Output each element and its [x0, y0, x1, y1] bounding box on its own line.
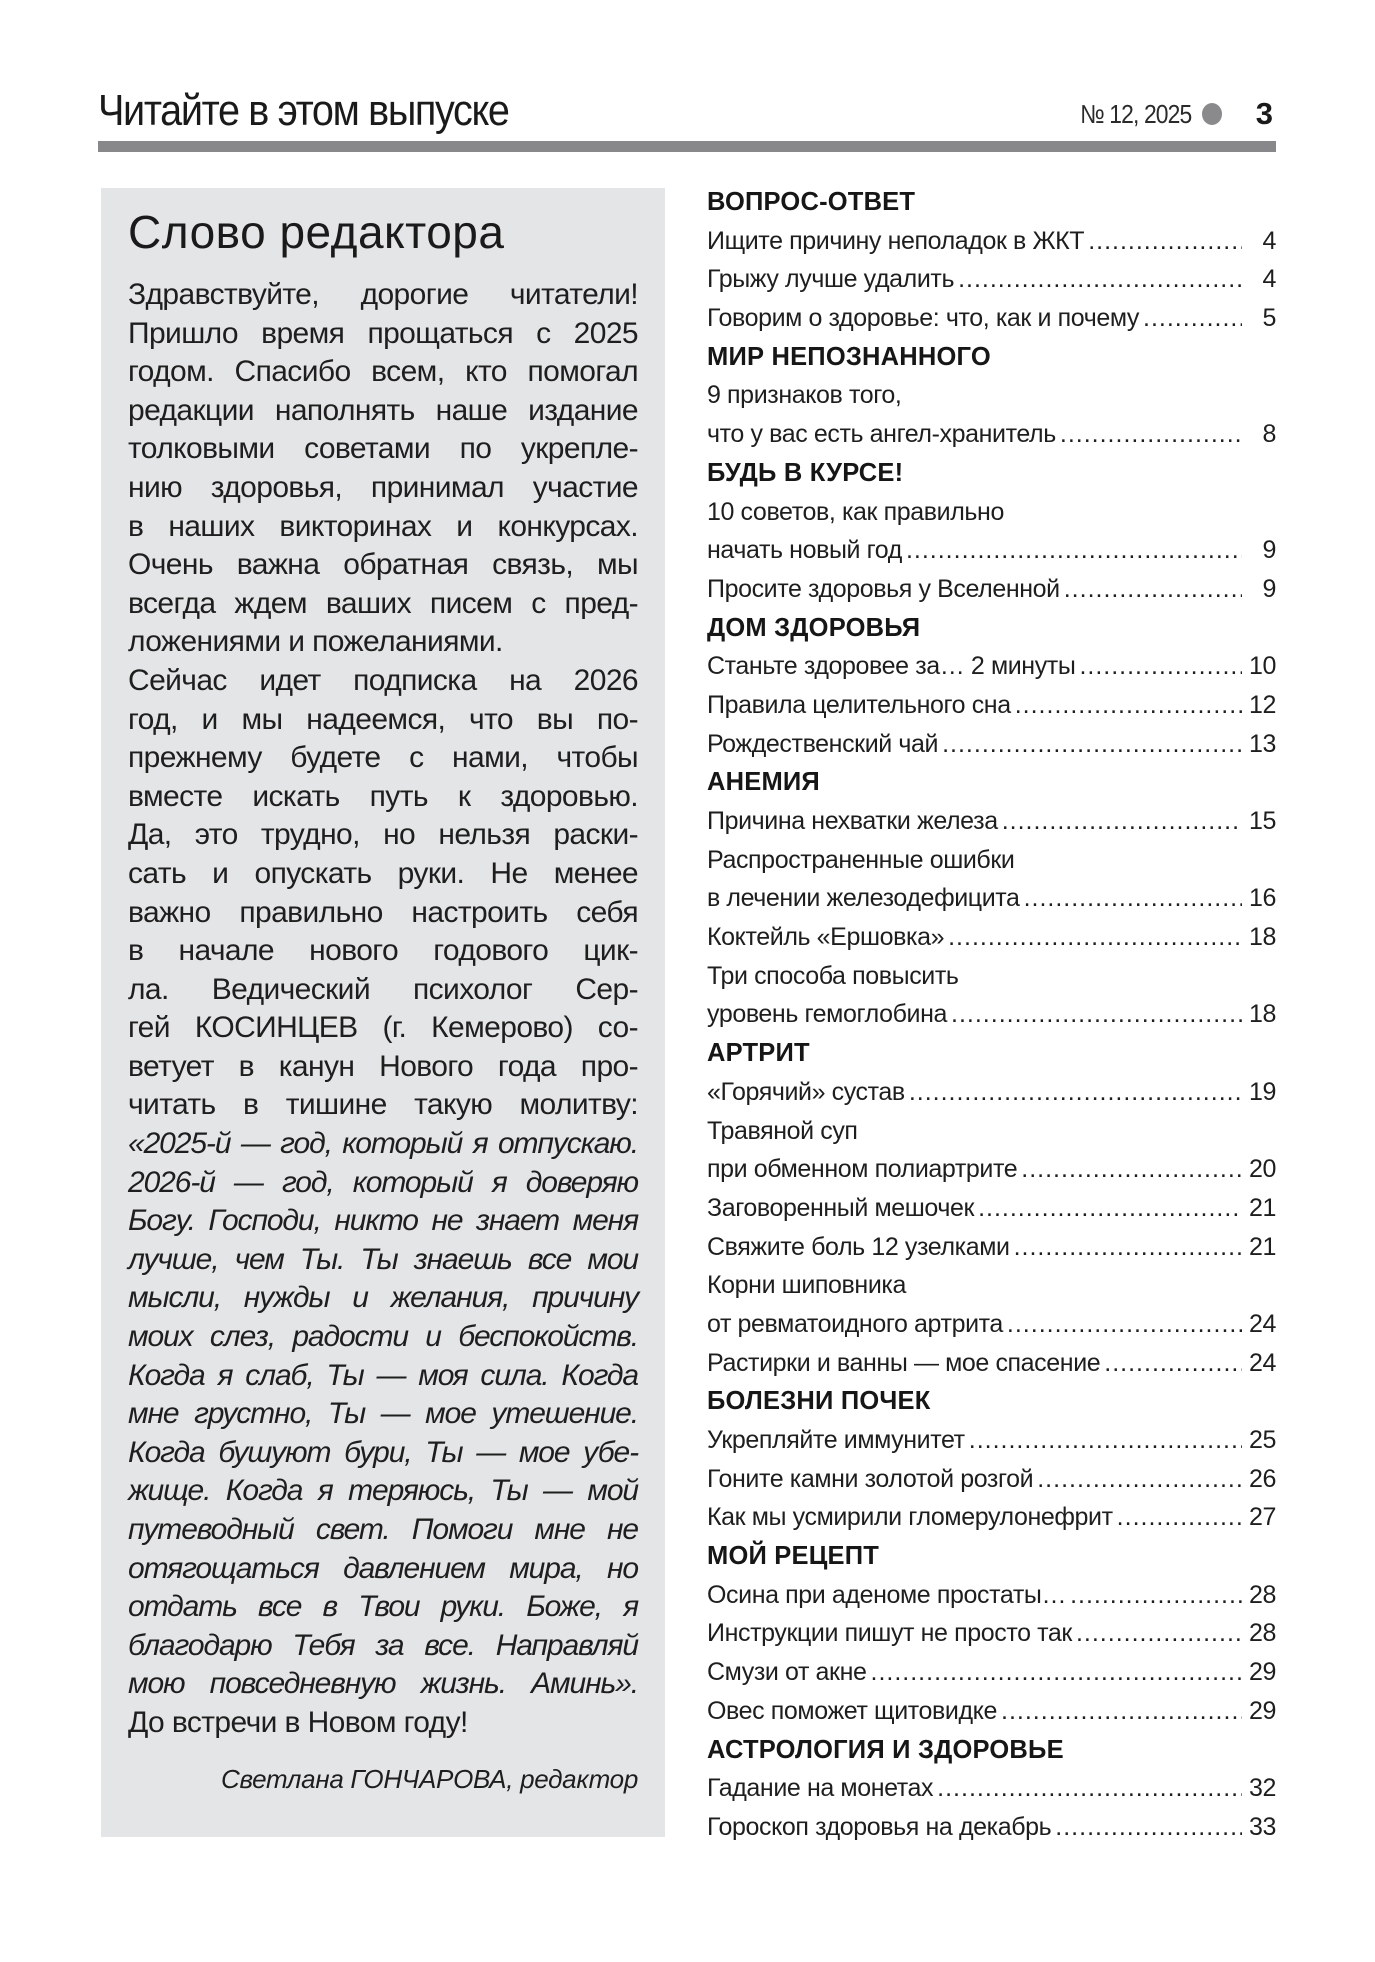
letter-line: 2026-й — год, который я доверяю	[128, 1165, 638, 1199]
letter-line: Когда я слаб, Ты — моя сила. Когда	[128, 1358, 638, 1392]
toc-page-number: 25	[1248, 1426, 1276, 1454]
editor-title: Слово редактора	[128, 206, 505, 258]
letter-line: в наших викторинах и конкурсах.	[128, 509, 638, 543]
toc-page-number: 26	[1248, 1464, 1276, 1493]
letter-line: моих слез, радости и беспокойств.	[128, 1320, 638, 1354]
toc-section-heading: АНЕМИЯ	[707, 768, 820, 797]
toc-section-heading: МОЙ РЕЦЕПТ	[707, 1542, 880, 1571]
dot-leader	[1070, 1576, 1242, 1615]
toc-page-number: 21	[1248, 1193, 1276, 1222]
toc-entry-title: Травяной суп	[707, 1116, 858, 1145]
dot-leader	[1076, 1614, 1242, 1653]
toc-entry-title: Просите здоровья у Вселенной	[707, 574, 1060, 603]
toc-page-number: 18	[1248, 923, 1276, 952]
toc-entry[interactable]	[707, 260, 1276, 299]
toc-entry-title: Растирки и ванны — мое спасение	[707, 1348, 1101, 1377]
toc-entry[interactable]	[707, 802, 1276, 841]
toc-page-number: 16	[1248, 884, 1276, 913]
toc-entry[interactable]	[707, 415, 1276, 454]
toc-entry-first-line[interactable]	[707, 957, 1276, 996]
toc-section-heading: БУДЬ В КУРСЕ!	[707, 458, 904, 487]
dot-leader	[1002, 802, 1242, 841]
toc-section-heading: МИР НЕПОЗНАННОГО	[707, 342, 991, 371]
toc-entry[interactable]	[707, 1769, 1276, 1808]
toc-entry-first-line[interactable]	[707, 841, 1276, 880]
letter-line: мою повседневную жизнь. Аминь».	[128, 1667, 638, 1701]
toc-page-number: 20	[1248, 1155, 1276, 1184]
toc-entry[interactable]	[707, 1460, 1276, 1499]
letter-line: Сейчас идет подписка на 2026	[128, 663, 638, 697]
letter-line: ложениями и пожеланиями.	[128, 625, 503, 659]
toc-page-number: 33	[1248, 1812, 1276, 1841]
toc-entry-title: Причина нехватки железа	[707, 807, 998, 835]
toc-section-heading: БОЛЕЗНИ ПОЧЕК	[707, 1387, 931, 1416]
toc-page-number: 24	[1248, 1348, 1276, 1377]
letter-line: в начале нового годового цик-	[128, 934, 638, 968]
letter-line: Когда бушуют бури, Ты — мое убе-	[128, 1435, 638, 1469]
toc-entry-title: Инструкции пишут не просто так	[707, 1619, 1072, 1648]
toc-entry-title: Рождественский чай	[707, 729, 939, 758]
letter-line: сать и опускать руки. Не менее	[128, 856, 638, 890]
toc-entry-title: Станьте здоровее за… 2 минуты	[707, 652, 1076, 681]
toc-entry-first-line[interactable]	[707, 1266, 1276, 1305]
toc-entry-title: Свяжите боль 12 узелками	[707, 1232, 1010, 1261]
dot-leader	[909, 1073, 1242, 1112]
toc-entry-title: Три способа повысить	[707, 961, 959, 990]
letter-line: ветует в канун Нового года про-	[128, 1049, 638, 1083]
table-of-contents	[707, 183, 1276, 1847]
letter-line: толковыми советами по укрепле-	[128, 432, 638, 466]
toc-page-number: 32	[1248, 1774, 1276, 1803]
toc-entry-title: Коктейль «Ершовка»	[707, 923, 945, 952]
dot-leader	[1088, 222, 1242, 261]
toc-entry-title: Правила целительного сна	[707, 690, 1011, 719]
dot-leader	[1021, 1150, 1242, 1189]
toc-entry-first-line[interactable]	[707, 376, 1276, 415]
dot-leader	[951, 995, 1242, 1034]
letter-line: Здравствуйте, дорогие читатели!	[128, 278, 638, 311]
toc-entry-title: Как мы усмирили гломерулонефрит	[707, 1503, 1113, 1532]
dot-leader	[978, 1189, 1242, 1228]
toc-entry-title: Говорим о здоровье: что, как и почему	[707, 304, 1140, 333]
letter-line: нию здоровья, принимал участие	[128, 470, 638, 504]
toc-entry[interactable]	[707, 647, 1276, 686]
letter-line: Богу. Господи, никто не знает меня	[128, 1204, 638, 1238]
toc-entry-title: Укрепляйте иммунитет	[707, 1426, 965, 1454]
dot-leader	[937, 1769, 1242, 1808]
toc-entry-title: Заговоренный мешочек	[707, 1193, 975, 1222]
toc-entry-title: Гоните камни золотой розгой	[707, 1464, 1034, 1493]
dot-leader	[1143, 299, 1242, 338]
toc-page-number: 5	[1262, 304, 1276, 333]
toc-entry-title: что у вас есть ангел-хранитель	[707, 420, 1056, 449]
toc-page-number: 27	[1248, 1503, 1276, 1532]
toc-entry-title: Ищите причину неполадок в ЖКТ	[707, 226, 1085, 255]
issue-info	[1065, 94, 1273, 134]
issue-number: № 12, 2025	[1080, 98, 1192, 129]
letter-line: вместе искать путь к здоровью.	[128, 779, 638, 813]
dot-leader	[1015, 686, 1242, 725]
dot-leader	[1079, 647, 1242, 686]
letter-line: год, и мы надеемся, что вы по-	[128, 702, 638, 736]
toc-page-number: 10	[1248, 652, 1276, 681]
toc-entry-title: при обменном полиартрите	[707, 1155, 1018, 1184]
toc-entry-title: «Горячий» сустав	[707, 1077, 905, 1106]
dot-leader	[1104, 1344, 1242, 1383]
letter-line: «2025-й — год, который я отпускаю.	[128, 1127, 638, 1161]
letter-line: Да, это трудно, но нельзя раски-	[128, 818, 638, 852]
dot-leader	[1007, 1305, 1242, 1344]
letter-line: редакции наполнять наше издание	[128, 393, 638, 427]
letter-line: отдать все в Твои руки. Боже, я	[128, 1590, 638, 1624]
toc-entry[interactable]	[707, 879, 1276, 918]
toc-entry-first-line[interactable]	[707, 493, 1276, 532]
dot-leader	[1037, 1460, 1242, 1499]
toc-entry-title: уровень гемоглобина	[707, 1000, 948, 1029]
letter-line: прежнему будете с нами, чтобы	[128, 741, 638, 775]
toc-entry[interactable]	[707, 222, 1276, 261]
editor-column	[101, 188, 665, 1837]
toc-entry[interactable]	[707, 1692, 1276, 1731]
toc-page-number: 28	[1248, 1580, 1276, 1609]
toc-page-number: 29	[1248, 1658, 1276, 1687]
toc-entry-title: Грыжу лучше удалить	[707, 265, 955, 294]
toc-page-number: 15	[1248, 807, 1276, 835]
letter-line: ла. Ведический психолог Сер-	[128, 972, 638, 1006]
toc-page-number: 19	[1248, 1077, 1276, 1106]
dot-leader	[1055, 1808, 1242, 1847]
letter-line: Очень важна обратная связь, мы	[128, 548, 638, 582]
letter-line: благодарю Тебя за все. Направляй	[128, 1628, 638, 1662]
toc-page-number: 9	[1262, 536, 1276, 565]
toc-page-number: 28	[1248, 1619, 1276, 1648]
header-rule	[98, 141, 1276, 152]
dot-leader	[1001, 1692, 1242, 1731]
toc-page-number: 18	[1248, 1000, 1276, 1029]
toc-section-heading: ДОМ ЗДОРОВЬЯ	[707, 613, 921, 642]
dot-leader	[871, 1653, 1243, 1692]
toc-page-number: 4	[1262, 265, 1276, 294]
toc-entry[interactable]	[707, 1344, 1276, 1383]
toc-entry[interactable]	[707, 1498, 1276, 1537]
toc-entry[interactable]	[707, 1576, 1276, 1615]
letter-line: жище. Когда я теряюсь, Ты — мой	[128, 1474, 638, 1508]
toc-entry-title: Осина при аденоме простаты…	[707, 1580, 1067, 1609]
toc-page-number: 9	[1262, 574, 1276, 603]
letter-line: Пришло время прощаться с 2025	[128, 316, 638, 350]
toc-entry-first-line[interactable]	[707, 1112, 1276, 1151]
editor-signature: Светлана ГОНЧАРОВА, редактор	[220, 1764, 638, 1794]
dot-leader	[948, 918, 1242, 957]
letter-line: всегда ждем ваших писем с пред-	[128, 586, 638, 620]
toc-entry-title: Гороскоп здоровья на декабрь	[707, 1812, 1052, 1841]
editor-letter	[128, 276, 638, 1743]
toc-entry-title: 9 признаков того,	[707, 381, 902, 410]
letter-line: гей КОСИНЦЕВ (г. Кемерово) со-	[128, 1011, 638, 1045]
toc-page-number: 12	[1248, 690, 1276, 719]
toc-entry[interactable]	[707, 1189, 1276, 1228]
toc-entry-title: Распространенные ошибки	[707, 845, 1015, 874]
toc-entry[interactable]	[707, 1808, 1276, 1847]
bullet-dot-icon	[1202, 103, 1222, 125]
toc-page-number: 29	[1248, 1696, 1276, 1725]
toc-entry-title: Гадание на монетах	[707, 1774, 934, 1803]
dot-leader	[1014, 1228, 1242, 1267]
toc-entry[interactable]	[707, 1653, 1276, 1692]
toc-page-number: 13	[1248, 729, 1276, 758]
toc-entry[interactable]	[707, 1614, 1276, 1653]
letter-line: отягощаться давлением мира, но	[128, 1551, 638, 1585]
letter-line: мне грустно, Ты — мое утешение.	[128, 1397, 638, 1431]
toc-entry-title: Овес поможет щитовидке	[707, 1696, 998, 1725]
dot-leader	[1060, 415, 1242, 454]
toc-entry[interactable]	[707, 570, 1276, 609]
toc-entry-title: в лечении железодефицита	[707, 884, 1020, 913]
letter-line: годом. Спасибо всем, кто помогал	[128, 355, 638, 389]
toc-page-number: 4	[1262, 226, 1276, 255]
letter-line: мысли, нужды и желания, причину	[128, 1281, 638, 1315]
dot-leader	[906, 531, 1242, 570]
toc-entry-title: 10 советов, как правильно	[707, 497, 1004, 526]
toc-entry[interactable]	[707, 1305, 1276, 1344]
toc-entry-title: Корни шиповника	[707, 1271, 906, 1300]
letter-line: важно правильно настроить себя	[128, 895, 638, 929]
toc-entry[interactable]	[707, 531, 1276, 570]
page-number: 3	[1255, 96, 1273, 131]
toc-entry[interactable]	[707, 1073, 1276, 1112]
dot-leader	[969, 1421, 1242, 1460]
toc-entry[interactable]	[707, 299, 1276, 338]
dot-leader	[958, 260, 1242, 299]
toc-entry-title: Смузи от акне	[707, 1658, 867, 1687]
section-title: Читайте в этом выпуске	[98, 86, 509, 135]
toc-entry[interactable]	[707, 1150, 1276, 1189]
toc-entry[interactable]	[707, 725, 1276, 764]
toc-section-heading: ВОПРОС-ОТВЕТ	[707, 188, 916, 216]
toc-entry[interactable]	[707, 918, 1276, 957]
toc-entry[interactable]	[707, 1421, 1276, 1460]
dot-leader	[1024, 879, 1242, 918]
letter-line: лучше, чем Ты. Ты знаешь все мои	[128, 1242, 638, 1276]
dot-leader	[1117, 1498, 1242, 1537]
page-header	[98, 86, 1276, 136]
toc-entry[interactable]	[707, 995, 1276, 1034]
toc-entry[interactable]	[707, 686, 1276, 725]
toc-entry[interactable]	[707, 1228, 1276, 1267]
letter-line: путеводный свет. Помоги мне не	[128, 1513, 638, 1546]
toc-entry-title: от ревматоидного артрита	[707, 1309, 1003, 1338]
dot-leader	[1064, 570, 1242, 609]
toc-entry-title: начать новый год	[707, 536, 902, 565]
toc-section-heading: АРТРИТ	[707, 1039, 810, 1068]
toc-page-number: 21	[1248, 1232, 1276, 1261]
toc-section-heading: АСТРОЛОГИЯ И ЗДОРОВЬЕ	[707, 1735, 1064, 1764]
toc-page-number: 8	[1262, 420, 1276, 449]
letter-line: До встречи в Новом году!	[128, 1705, 468, 1739]
letter-line: читать в тишине такую молитву:	[128, 1088, 638, 1122]
toc-page-number: 24	[1248, 1309, 1276, 1338]
dot-leader	[942, 725, 1242, 764]
